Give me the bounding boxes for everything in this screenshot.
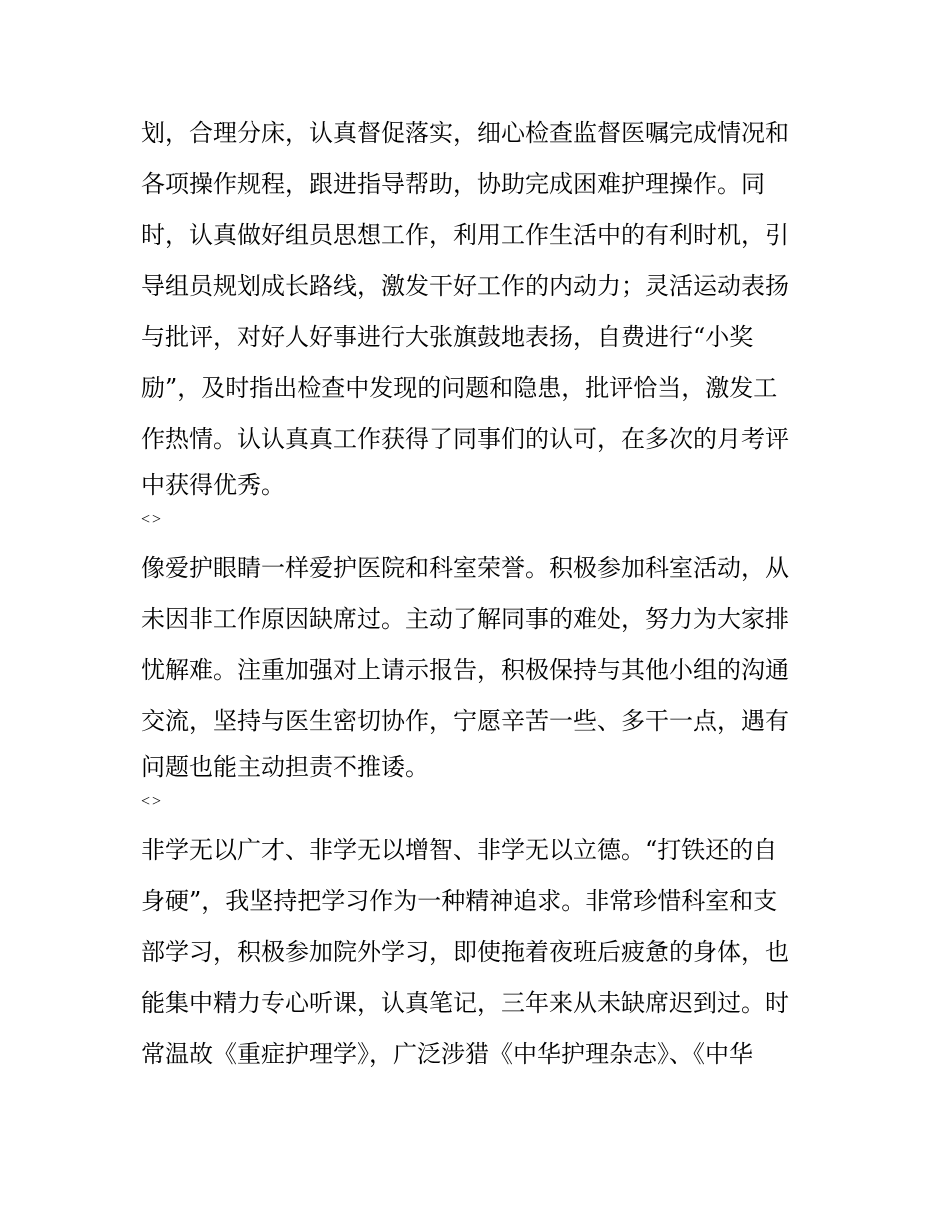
paragraph-line: 问题也能主动担责不推诿。 xyxy=(141,753,429,781)
document-body xyxy=(141,108,821,1080)
paragraph-line: 各项操作规程，跟进指导帮助，协助完成困难护理操作。同 xyxy=(141,170,765,198)
paragraph-line: 划，合理分床，认真督促落实，细心检查监督医嘱完成情况和 xyxy=(141,119,789,147)
paragraph-line: 常温故《重症护理学》，广泛涉猎《中华护理杂志》、《中华 xyxy=(141,1040,753,1068)
paragraph-line: 部学习，积极参加院外学习，即使拖着夜班后疲惫的身体，也 xyxy=(141,938,789,966)
paragraph-line: 中获得优秀。 xyxy=(141,471,285,499)
paragraph-line: 导组员规划成长路线，激发干好工作的内动力；灵活运动表扬 xyxy=(141,272,789,300)
paragraph-1 xyxy=(141,108,821,505)
paragraph-line: 身硬”，我坚持把学习作为一种精神追求。非常珍惜科室和支 xyxy=(141,887,778,915)
paragraph-line: 作热情。认认真真工作获得了同事们的认可，在多次的月考评 xyxy=(141,425,789,453)
paragraph-line: 能集中精力专心听课，认真笔记，三年来从未缺席迟到过。时 xyxy=(141,989,789,1017)
paragraph-line: 非学无以广才、非学无以增智、非学无以立德。“打铁还的自 xyxy=(141,836,778,864)
section-separator: <> xyxy=(141,511,164,528)
paragraph-line: 励”，及时指出检查中发现的问题和隐患，批评恰当，激发工 xyxy=(141,374,778,402)
paragraph-line: 未因非工作原因缺席过。主动了解同事的难处，努力为大家排 xyxy=(141,605,789,633)
paragraph-line: 时，认真做好组员思想工作，利用工作生活中的有利时机，引 xyxy=(141,221,789,249)
paragraph-line: 与批评，对好人好事进行大张旗鼓地表扬，自费进行“小奖 xyxy=(141,323,754,351)
section-separator: <> xyxy=(141,793,164,810)
paragraph-line: 像爱护眼睛一样爱护医院和科室荣誉。积极参加科室活动，从 xyxy=(141,554,789,582)
paragraph-line: 交流，坚持与医生密切协作，宁愿辛苦一些、多干一点，遇有 xyxy=(141,707,789,735)
paragraph-line: 忧解难。注重加强对上请示报告，积极保持与其他小组的沟通 xyxy=(141,656,789,684)
paragraph-2 xyxy=(141,543,821,787)
paragraph-3 xyxy=(141,825,821,1080)
